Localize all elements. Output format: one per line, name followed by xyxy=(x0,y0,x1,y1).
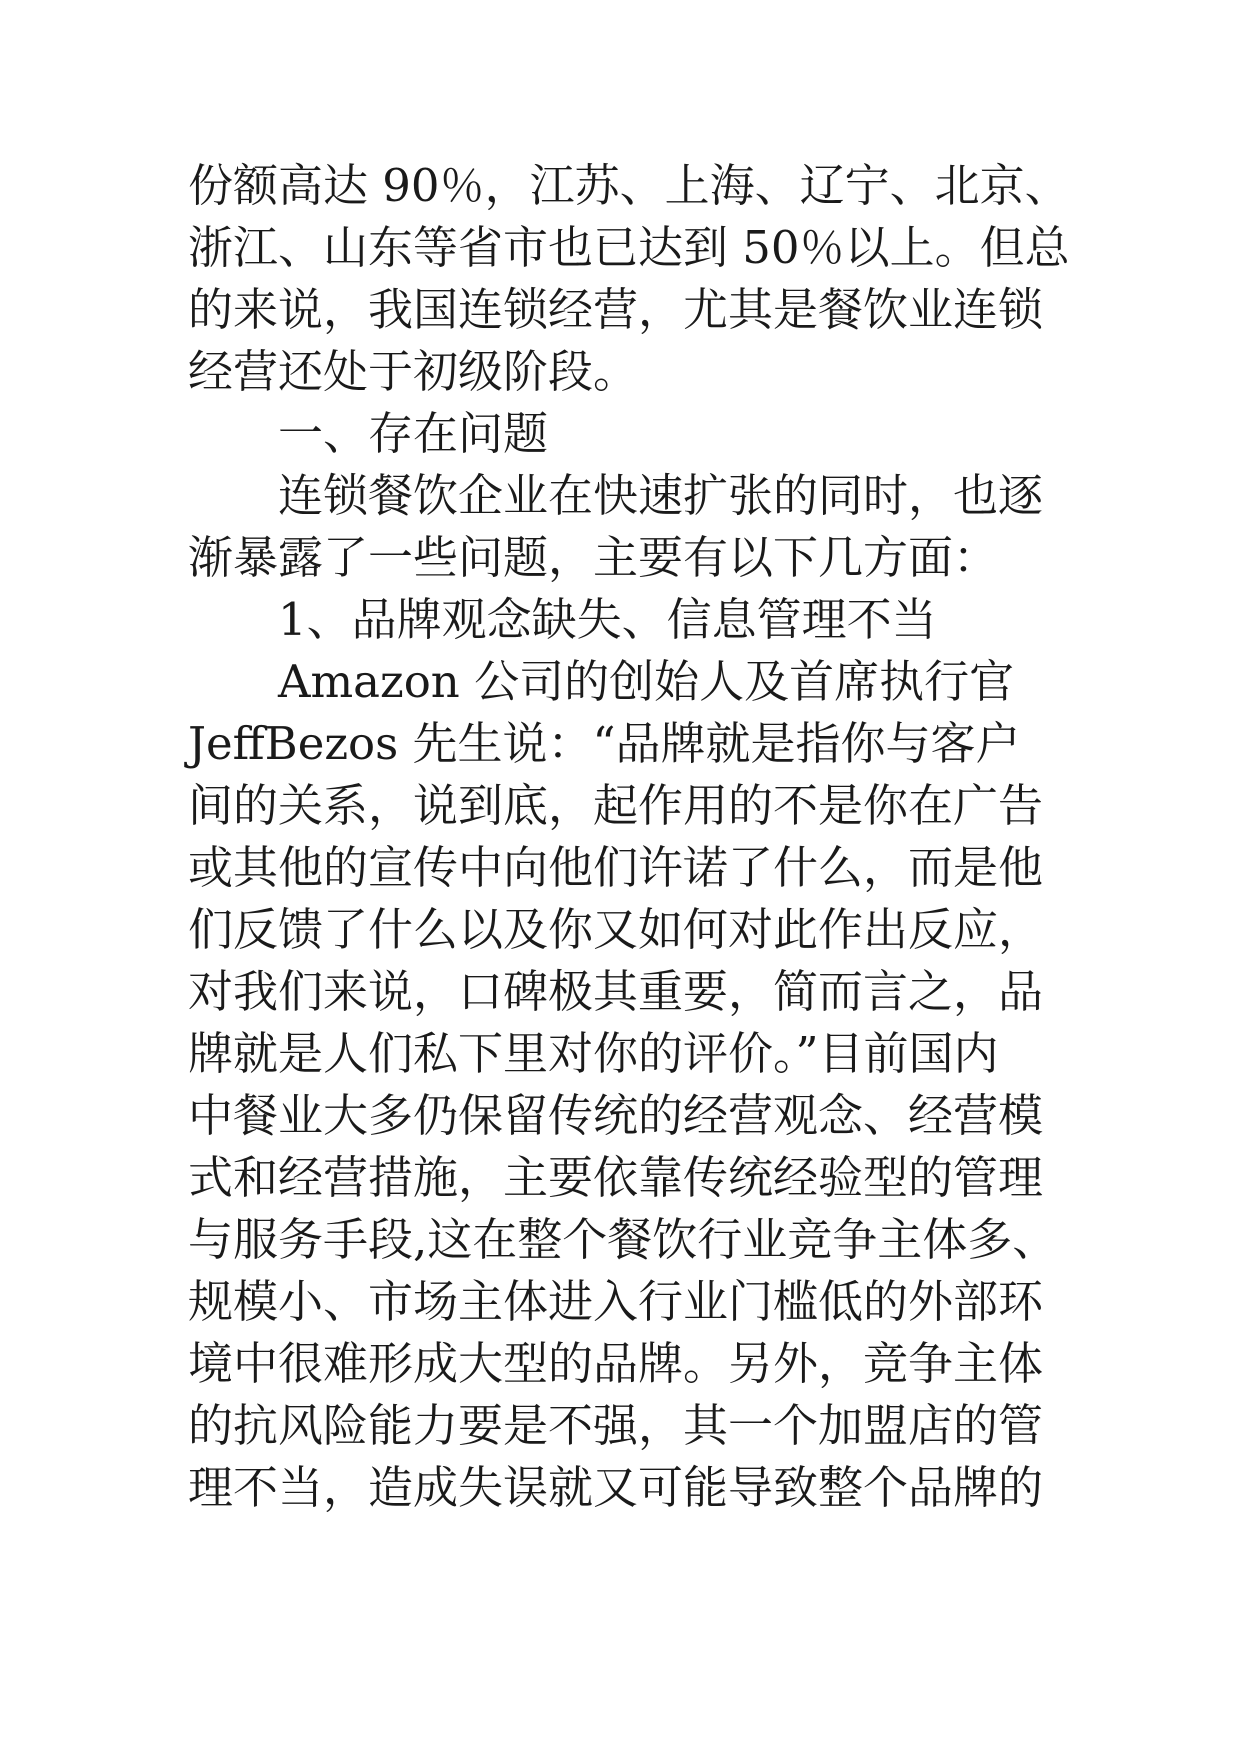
text-line: 的来说，我国连锁经营，尤其是餐饮业连锁 xyxy=(188,283,1044,336)
text-line: 对我们来说，口碑极其重要，简而言之，品 xyxy=(188,965,1044,1018)
text-line: 或其他的宣传中向他们许诺了什么，而是他 xyxy=(188,841,1044,894)
text-line: 的抗风险能力要是不强，其一个加盟店的管 xyxy=(188,1399,1044,1452)
text-line: Amazon 公司的创始人及首席执行官 xyxy=(278,655,1015,708)
text-line: 中餐业大多仍保留传统的经营观念、经营模 xyxy=(188,1089,1044,1142)
text-line: 与服务手段,这在整个餐饮行业竞争主体多、 xyxy=(188,1213,1058,1266)
text-line: 间的关系，说到底，起作用的不是你在广告 xyxy=(188,779,1044,832)
text-line: 境中很难形成大型的品牌。另外，竞争主体 xyxy=(188,1337,1044,1390)
text-line: 牌就是人们私下里对你的评价。”目前国内 xyxy=(188,1027,999,1080)
text-line: 连锁餐饮企业在快速扩张的同时，也逐 xyxy=(278,469,1044,522)
text-line: 规模小、市场主体进入行业门槛低的外部环 xyxy=(188,1275,1044,1328)
text-line: JeffBezos 先生说：“品牌就是指你与客户 xyxy=(188,717,1021,770)
text-line: 渐暴露了一些问题，主要有以下几方面： xyxy=(188,531,999,584)
section-heading: 一、存在问题 xyxy=(278,407,549,460)
text-line: 理不当，造成失误就又可能导致整个品牌的 xyxy=(188,1461,1044,1514)
subsection-heading: 1、品牌观念缺失、信息管理不当 xyxy=(278,593,937,646)
text-line: 式和经营措施，主要依靠传统经验型的管理 xyxy=(188,1151,1044,1204)
text-line: 们反馈了什么以及你又如何对此作出反应， xyxy=(188,903,1044,956)
text-line: 份额高达 90％，江苏、上海、辽宁、北京、 xyxy=(188,159,1070,212)
body-text xyxy=(188,155,1088,1519)
text-line: 浙江、山东等省市也已达到 50％以上。但总 xyxy=(188,221,1070,274)
text-line: 经营还处于初级阶段。 xyxy=(188,345,639,398)
